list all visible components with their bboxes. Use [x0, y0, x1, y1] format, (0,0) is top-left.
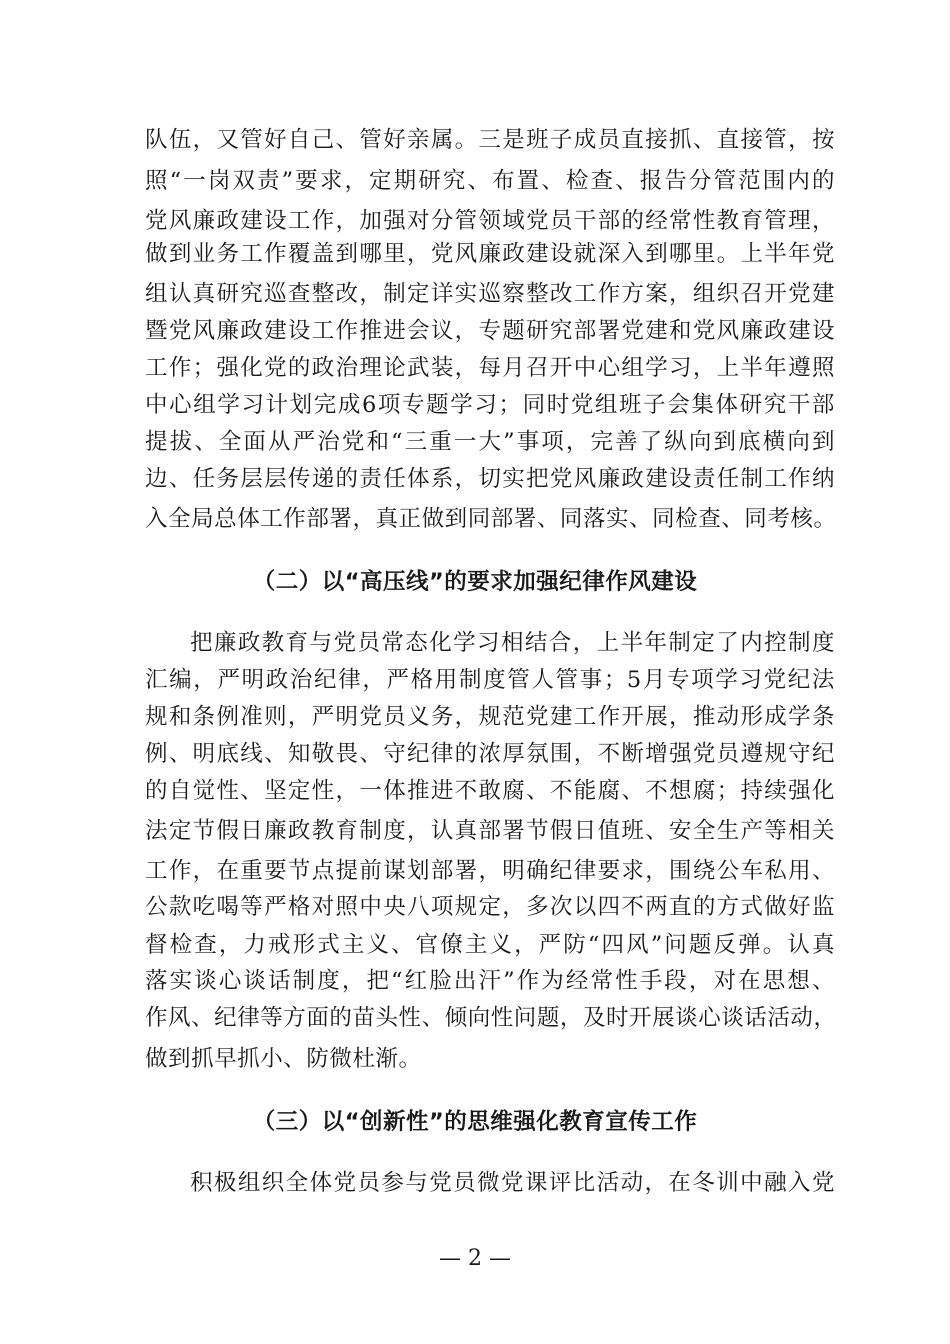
section-heading-2: （二）以“高压线”的要求加强纪律作风建设: [252, 569, 698, 595]
text-line: 暨党风廉政建设工作推进会议，专题研究部署党建和党风廉政建设: [145, 318, 835, 344]
text-line: 组认真研究巡查整改，制定详实巡察整改工作方案，组织召开党建: [145, 281, 835, 307]
text-line: 督检查，力戒形式主义、官僚主义，严防“四风”问题反弹。认真: [145, 932, 835, 958]
section-heading-3: （三）以“创新性”的思维强化教育宣传工作: [252, 1109, 698, 1135]
text-line: 入全局总体工作部署，真正做到同部署、同落实、同检查、同考核。: [145, 506, 837, 532]
text-line: 汇编，严明政治纪律，严格用制度管人管事；5月专项学习党纪法: [145, 667, 835, 693]
text-line: 工作，在重要节点提前谋划部署，明确纪律要求，围绕公车私用、: [145, 858, 835, 884]
text-line: 做到抓早抓小、防微杜渐。: [145, 1046, 422, 1072]
text-line: 法定节假日廉政教育制度，认真部署节假日值班、安全生产等相关: [145, 818, 835, 844]
text-line: 照“一岗双责”要求，定期研究、布置、检查、报告分管范围内的: [145, 168, 835, 194]
text-line: 党风廉政建设工作，加强对分管领域党员干部的经常性教育管理，: [145, 208, 835, 234]
text-line: 作风、纪律等方面的苗头性、倾向性问题，及时开展谈心谈话活动，: [145, 1005, 837, 1031]
text-line: 积极组织全体党员参与党员微党课评比活动，在冬训中融入党: [190, 1170, 835, 1196]
page-number: — 2 —: [439, 1246, 511, 1271]
text-line: 提拔、全面从严治党和“三重一大”事项，完善了纵向到底横向到: [145, 429, 835, 455]
text-line: 落实谈心谈话制度，把“红脸出汗”作为经常性手段，对在思想、: [145, 968, 835, 994]
text-line: 公款吃喝等严格对照中央八项规定，多次以四不两直的方式做好监: [145, 894, 835, 920]
text-line: 例、明底线、知敬畏、守纪律的浓厚氛围，不断增强党员遵规守纪: [145, 741, 835, 767]
text-line: 把廉政教育与党员常态化学习相结合，上半年制定了内控制度: [190, 630, 835, 656]
text-line: 规和条例准则，严明党员义务，规范党建工作开展，推动形成学条: [145, 704, 835, 730]
text-line: 边、任务层层传递的责任体系，切实把党风廉政建设责任制工作纳: [145, 466, 835, 492]
text-line: 队伍，又管好自己、管好亲属。三是班子成员直接抓、直接管，按: [145, 127, 835, 153]
text-line: 做到业务工作覆盖到哪里，党风廉政建设就深入到哪里。上半年党: [145, 241, 835, 267]
text-line: 工作；强化党的政治理论武装，每月召开中心组学习，上半年遵照: [145, 355, 835, 381]
text-line: 中心组学习计划完成6项专题学习；同时党组班子会集体研究干部: [145, 392, 835, 418]
text-line: 的自觉性、坚定性，一体推进不敢腐、不能腐、不想腐；持续强化: [145, 778, 835, 804]
